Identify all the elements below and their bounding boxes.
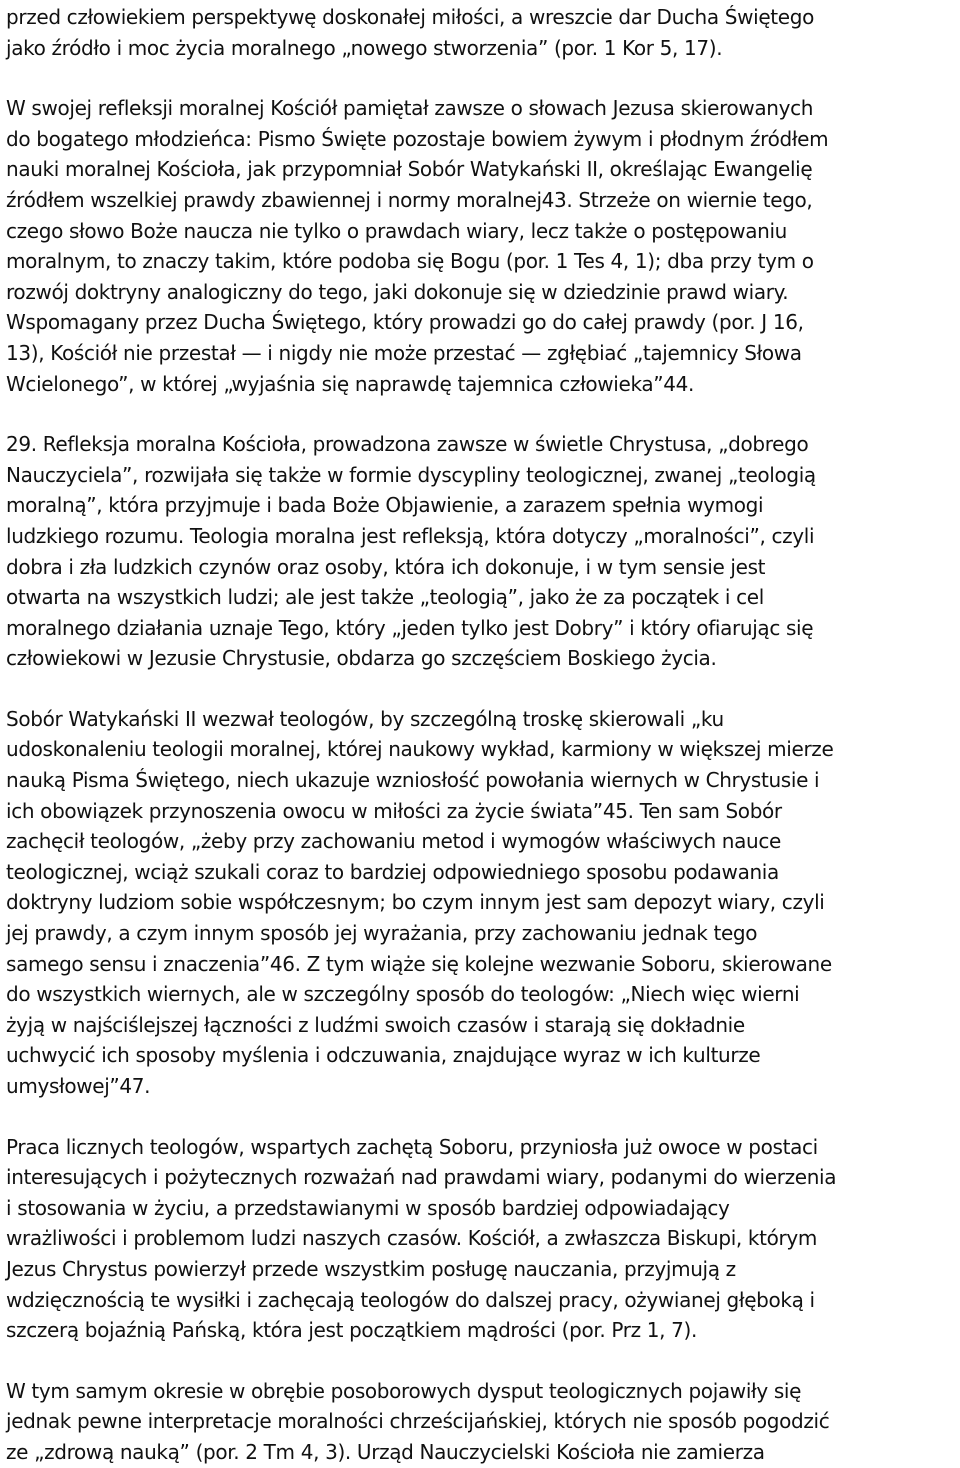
text-line: przed człowiekiem perspektywę doskonałej miłości, a wreszcie dar Ducha Świętego [6,5,814,29]
document-page [6,0,960,1466]
text-line: źródłem wszelkiej prawdy zbawiennej i normy moralnej43. Strzeże on wiernie tego, [6,187,813,212]
text-line: uchwycić ich sposoby myślenia i odczuwania, znajdujące wyraz w ich kulturze [6,1043,761,1068]
text-line: i stosowania w życiu, a przedstawianymi w sposób bardziej odpowiadający [6,1195,730,1220]
text-line: zachęcił teologów, „żeby przy zachowaniu metod i wymogów właściwych nauce [6,829,781,854]
text-line: ludzkiego rozumu. Teologia moralna jest refleksją, która dotyczy „moralności”, czyli [6,523,815,548]
text-line: rozwój doktryny analogiczny do tego, jaki dokonuje się w dziedzinie prawd wiary. [6,279,789,304]
text-line: wrażliwości i problemom ludzi naszych czasów. Kościół, a zwłaszcza Biskupi, którym [6,1226,818,1251]
text-line: moralnego działania uznaje Tego, który „jeden tylko jest Dobry” i który ofiarując się [6,615,814,640]
paragraph-3 [6,429,960,674]
document-body [6,2,960,1468]
paragraph-6 [6,1376,960,1468]
text-line: Wcielonego”, w której „wyjaśnia się naprawdę tajemnica człowieka”44. [6,371,695,396]
text-line: otwarta na wszystkich ludzi; ale jest także „teologią”, jako że za początek i cel [6,585,764,610]
text-line: teologicznej, wciąż szukali coraz to bardziej odpowiedniego sposobu podawania [6,859,779,884]
text-line: 13), Kościół nie przestał — i nigdy nie może przestać — zgłębiać „tajemnicy Słowa [6,340,802,365]
text-line: W tym samym okresie w obrębie posoborowych dysput teologicznych pojawiły się [6,1378,802,1403]
text-line: Praca licznych teologów, wspartych zachętą Soboru, przyniosła już owoce w postaci [6,1134,818,1159]
text-line: samego sensu i znaczenia”46. Z tym wiąże się kolejne wezwanie Soboru, skierowane [6,951,832,976]
paragraph-2 [6,93,960,399]
text-line: jednak pewne interpretacje moralności chrześcijańskiej, których nie sposób pogodzić [6,1409,830,1434]
text-line: człowiekowi w Jezusie Chrystusie, obdarza go szczęściem Boskiego życia. [6,646,717,671]
text-line: ich obowiązek przynoszenia owocu w miłości za życie świata”45. Ten sam Sobór [6,798,782,823]
paragraph-4 [6,704,960,1102]
text-line: Nauczyciela”, rozwijała się także w formie dyscypliny teologicznej, zwanej „teologią [6,462,816,487]
text-line: udoskonaleniu teologii moralnej, której naukowy wykład, karmiony w większej mierze [6,737,834,762]
text-line: Wspomagany przez Ducha Świętego, który prowadzi go do całej prawdy (por. J 16, [6,310,804,335]
text-line: żyją w najściślejszej łączności z ludźmi swoich czasów i starają się dokładnie [6,1012,745,1037]
text-line: nauką Pisma Świętego, niech ukazuje wzniosłość powołania wiernych w Chrystusie i [6,768,820,793]
paragraph-1 [6,2,960,63]
text-line: czego słowo Boże naucza nie tylko o prawdach wiary, lecz także o postępowaniu [6,218,787,243]
text-line: do wszystkich wiernych, ale w szczególny sposób do teologów: „Niech więc wierni [6,982,800,1007]
text-line: Jezus Chrystus powierzył przede wszystkim posługę nauczania, przyjmują z [6,1256,736,1281]
text-line: Sobór Watykański II wezwał teologów, by szczególną troskę skierowali „ku [6,706,724,731]
text-line: moralną”, która przyjmuje i bada Boże Objawienie, a zarazem spełnia wymogi [6,493,764,518]
text-line: wdzięcznością te wysiłki i zachęcają teologów do dalszej pracy, ożywianej głęboką i [6,1287,815,1312]
text-line: W swojej refleksji moralnej Kościół pamiętał zawsze o słowach Jezusa skierowanych [6,96,814,121]
text-line: nauki moralnej Kościoła, jak przypomniał Sobór Watykański II, określając Ewangelię [6,157,813,182]
text-line: dobra i zła ludzkich czynów oraz osoby, która ich dokonuje, i w tym sensie jest [6,554,766,579]
text-line: interesujących i pożytecznych rozważań nad prawdami wiary, podanymi do wierzenia [6,1165,837,1190]
text-line: 29. Refleksja moralna Kościoła, prowadzona zawsze w świetle Chrystusa, „dobrego [6,432,809,457]
text-line: jako źródło i moc życia moralnego „nowego stworzenia” (por. 1 Kor 5, 17). [6,35,723,60]
text-line: moralnym, to znaczy takim, które podoba się Bogu (por. 1 Tes 4, 1); dba przy tym o [6,249,814,274]
text-line: ze „zdrową nauką” (por. 2 Tm 4, 3). Urząd Nauczycielski Kościoła nie zamierza [6,1439,765,1464]
text-line: umysłowej”47. [6,1074,151,1098]
text-line: do bogatego młodzieńca: Pismo Święte pozostaje bowiem żywym i płodnym źródłem [6,126,829,151]
text-line: jej prawdy, a czym innym sposób jej wyrażania, przy zachowaniu jednak tego [6,921,758,946]
text-line: doktryny ludziom sobie współczesnym; bo czym innym jest sam depozyt wiary, czyli [6,890,825,915]
paragraph-5 [6,1132,960,1346]
text-line: szczerą bojaźnią Pańską, która jest początkiem mądrości (por. Prz 1, 7). [6,1318,698,1343]
